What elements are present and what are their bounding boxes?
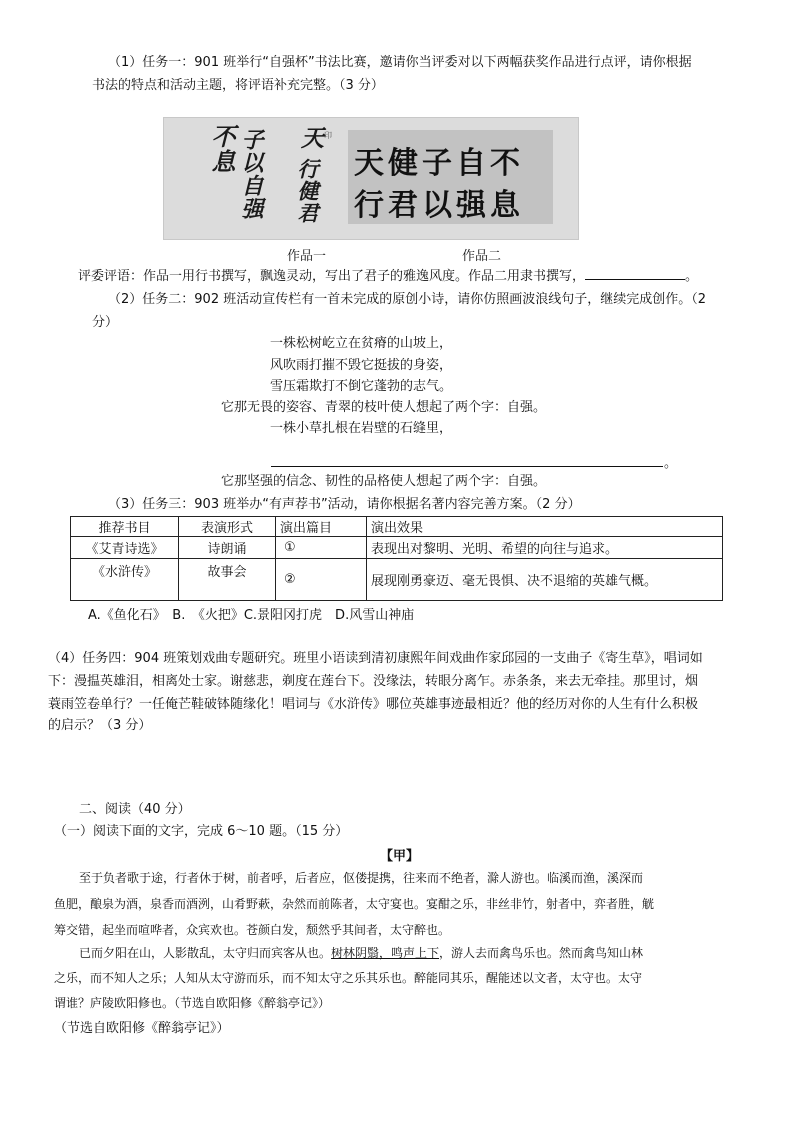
poem-line-3: 雪压霜欺打不倒它蓬勃的志气。 bbox=[270, 379, 453, 394]
passage-para1-line1: 至于负者歌于途，行者休于树，前者呼，后者应，伛偻提携，往来而不绝者，滁人游也。临溪而渔，溪深而 bbox=[79, 871, 644, 885]
passage-para2-line1 bbox=[79, 940, 643, 966]
task4-line-2: 下：漫揾英雄泪，相离处士家。谢慈悲，剃度在莲台下。没缘法，转眼分离乍。赤条条，来去无牵挂。那里讨，烟 bbox=[48, 674, 699, 689]
work2-row-1: 天健子自不 bbox=[354, 146, 524, 181]
passage-para2-line2: 之乐，而不知人之乐；人知从太守游而乐，而不知太守之乐其乐也。醉能同其乐，醒能述以文者，太守也。太守 bbox=[54, 971, 643, 985]
passage-para1-line3: 筹交错，起坐而喧哗者，众宾欢也。苍颜白发，颓然乎其间者，太守醉也。 bbox=[54, 923, 451, 937]
task3-options: A.《鱼化石》 B. 《火把》C.景阳冈打虎 D.风雪山神庙 bbox=[88, 608, 415, 623]
header-piece: 演出篇目 bbox=[276, 517, 367, 537]
task1-prompt-line2: 书法的特点和活动主题，将评语补充完整。（3 分） bbox=[92, 78, 384, 93]
passage-para2-line3: 谓谁？庐陵欧阳修也。（节选自欧阳修《醉翁亭记》） bbox=[54, 996, 331, 1010]
para2-text-a: 已而夕阳在山，人影散乱，太守归而宾客从也。 bbox=[79, 946, 332, 960]
para2-underlined-phrase: 树林阴翳，鸣声上下 bbox=[331, 946, 440, 960]
cell-form: 故事会 bbox=[179, 559, 276, 601]
cell-effect: 展现刚勇豪迈、毫无畏惧、决不退缩的英雄气概。 bbox=[367, 559, 723, 601]
header-book: 推荐书目 bbox=[71, 517, 179, 537]
caption-work-two: 作品二 bbox=[462, 249, 502, 264]
header-form: 表演形式 bbox=[179, 517, 276, 537]
task3-prompt: （3）任务三：903 班举办“有声荐书”活动，请你根据名著内容完善方案。（2 分） bbox=[108, 497, 581, 512]
calligraphy-work-one bbox=[164, 118, 334, 239]
para2-text-c: ，游人去而禽鸟乐也。然而禽鸟知山林 bbox=[439, 946, 644, 960]
section-two-subtitle: （一）阅读下面的文字，完成 6～10 题。（15 分） bbox=[54, 824, 349, 839]
header-effect: 演出效果 bbox=[367, 517, 723, 537]
task1-prompt-line1: （1）任务一：901 班举行“自强杯”书法比赛，邀请你当评委对以下两幅获奖作品进行点评，请你根据 bbox=[108, 55, 692, 70]
cell-piece-blank[interactable]: ② bbox=[276, 559, 367, 601]
comment-end-mark: 。 bbox=[685, 269, 699, 284]
cell-form: 诗朗诵 bbox=[179, 537, 276, 559]
judge-comment bbox=[78, 266, 698, 287]
calligraphy-work-two bbox=[348, 130, 553, 224]
passage-source: （节选自欧阳修《醉翁亭记》） bbox=[54, 1021, 230, 1036]
cell-book: 《水浒传》 bbox=[71, 559, 179, 601]
poem-line-5: 一株小草扎根在岩壁的石缝里， bbox=[270, 421, 453, 436]
task4-line-4: 的启示？（3 分） bbox=[48, 718, 152, 733]
poem-line-last: 它那坚强的信念、韧性的品格使人想起了两个字：自强。 bbox=[221, 474, 547, 489]
task2-prompt-line1: （2）任务二：902 班活动宣传栏有一首未完成的原创小诗，请你仿照画波浪线句子，继续完成创作。（2 bbox=[108, 292, 706, 307]
section-two-title: 二、阅读（40 分） bbox=[79, 802, 191, 817]
poem-line-1: 一株松树屹立在贫瘠的山坡上， bbox=[270, 336, 453, 351]
recommendation-table bbox=[70, 516, 723, 601]
work2-row-2: 行君以强息 bbox=[354, 188, 524, 223]
cell-effect: 表现出对黎明、光明、希望的向往与追求。 bbox=[367, 537, 723, 559]
passage-title: 【甲】 bbox=[380, 849, 420, 864]
comment-answer-blank[interactable] bbox=[585, 267, 685, 280]
task2-prompt-line2: 分） bbox=[92, 315, 119, 330]
task4-line-1: （4）任务四：904 班策划戏曲专题研究。班里小语读到清初康熙年间戏曲作家邱园的一支曲子《寄生草》，唱词如 bbox=[48, 651, 703, 666]
caption-work-one: 作品一 bbox=[287, 249, 327, 264]
poem-blank-end: 。 bbox=[664, 456, 678, 471]
poem-line-2: 风吹雨打摧不毁它挺拔的身姿， bbox=[270, 358, 453, 373]
work1-column-4: 不息 bbox=[207, 124, 236, 174]
table-header-row bbox=[71, 517, 723, 537]
work1-column-2: 行健君 bbox=[295, 158, 320, 224]
work1-column-3: 子以自强 bbox=[238, 128, 264, 220]
work1-seal: 印 bbox=[324, 131, 332, 140]
poem-answer-blank[interactable] bbox=[271, 452, 663, 467]
passage-para1-line2: 鱼肥，酿泉为酒，泉香而酒洌，山肴野蔌，杂然而前陈者，太守宴也。宴酣之乐，非丝非竹，射者中，弈者胜，觥 bbox=[54, 897, 655, 911]
table-row bbox=[71, 537, 723, 559]
calligraphy-image bbox=[163, 117, 579, 240]
table-row bbox=[71, 559, 723, 601]
task4-line-3: 蓑雨笠卷单行？一任俺芒鞋破钵随缘化！唱词与《水浒传》哪位英雄事迹最相近？他的经历对你的人生有什么积极 bbox=[48, 697, 699, 712]
judge-comment-text: 评委评语：作品一用行书撰写，飘逸灵动，写出了君子的雅逸风度。作品二用隶书撰写， bbox=[78, 269, 586, 284]
cell-book: 《艾青诗选》 bbox=[71, 537, 179, 559]
work1-column-1: 天 bbox=[297, 126, 324, 150]
poem-line-4: 它那无畏的姿容、青翠的枝叶使人想起了两个字：自强。 bbox=[221, 400, 547, 415]
cell-piece-blank[interactable]: ① bbox=[276, 537, 367, 559]
